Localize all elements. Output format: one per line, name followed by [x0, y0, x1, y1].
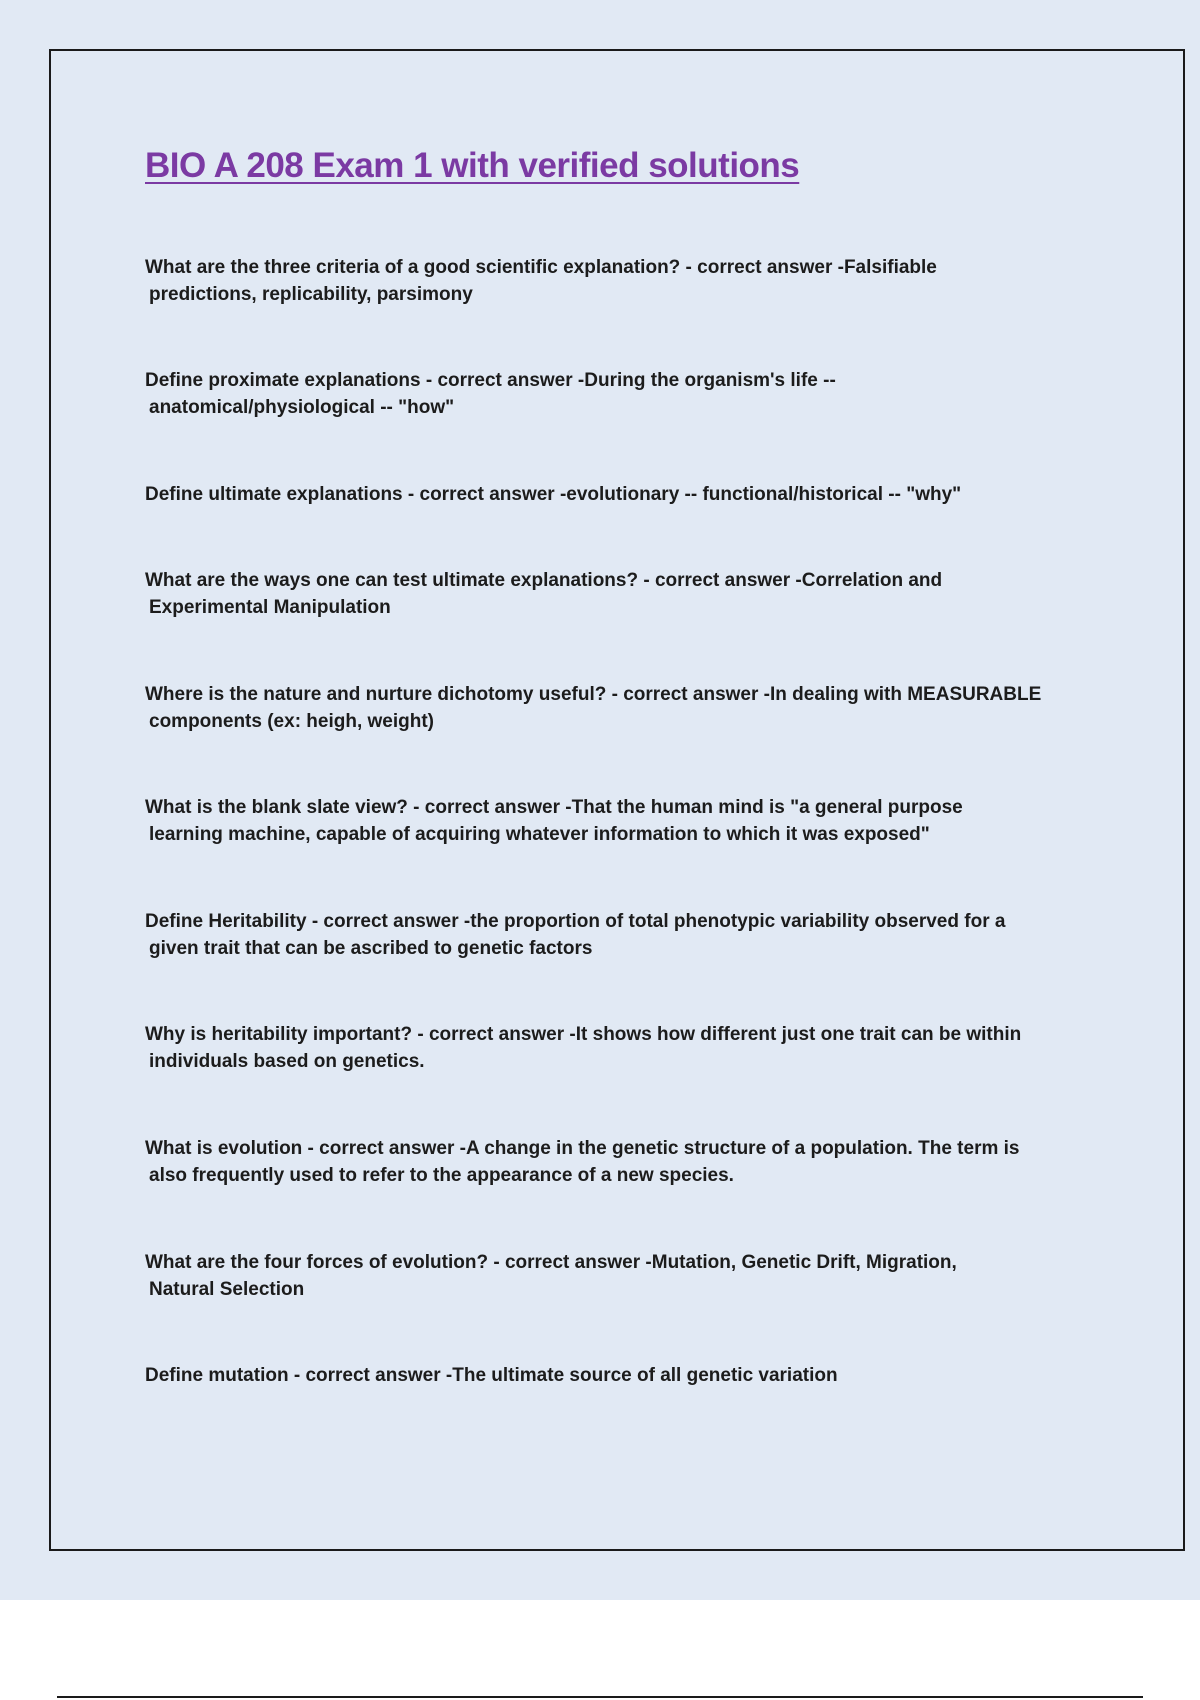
qa-line: What are the three criteria of a good scientific explanation? - correct answer -Falsifiable — [145, 257, 937, 278]
qa-item — [145, 1135, 1085, 1189]
qa-item — [145, 481, 1085, 508]
qa-line: also frequently used to refer to the appearance of a new species. — [149, 1165, 734, 1186]
qa-line: anatomical/physiological -- "how" — [149, 397, 455, 418]
qa-line: Define ultimate explanations - correct answer -evolutionary -- functional/historical -- "why" — [145, 484, 962, 505]
qa-line: Why is heritability important? - correct answer -It shows how different just one trait can be within — [145, 1024, 1022, 1045]
qa-line: Experimental Manipulation — [149, 597, 391, 618]
qa-line: What are the four forces of evolution? - correct answer -Mutation, Genetic Drift, Migration, — [145, 1252, 957, 1273]
footer-divider — [57, 1696, 1143, 1698]
qa-line: Define proximate explanations - correct answer -During the organism's life -- — [145, 370, 836, 391]
qa-item — [145, 681, 1085, 735]
qa-item — [145, 1021, 1085, 1075]
qa-line: given trait that can be ascribed to genetic factors — [149, 938, 593, 959]
qa-line: What are the ways one can test ultimate explanations? - correct answer -Correlation and — [145, 570, 943, 591]
qa-line: predictions, replicability, parsimony — [149, 284, 473, 305]
qa-item — [145, 1249, 1085, 1303]
qa-line: What is the blank slate view? - correct answer -That the human mind is "a general purpose — [145, 797, 963, 818]
qa-line: components (ex: heigh, weight) — [149, 711, 435, 732]
qa-item — [145, 794, 1085, 848]
qa-item — [145, 1362, 1085, 1389]
qa-line: What is evolution - correct answer -A change in the genetic structure of a population. The term is — [145, 1138, 1020, 1159]
qa-item — [145, 254, 1085, 308]
qa-line: Define Heritability - correct answer -the proportion of total phenotypic variability observed for a — [145, 911, 1006, 932]
qa-line: learning machine, capable of acquiring whatever information to which it was exposed" — [149, 824, 930, 845]
qa-item — [145, 908, 1085, 962]
qa-item — [145, 367, 1085, 421]
qa-item — [145, 567, 1085, 621]
qa-line: individuals based on genetics. — [149, 1051, 425, 1072]
qa-line: Where is the nature and nurture dichotomy useful? - correct answer -In dealing with MEASURABLE — [145, 684, 1042, 705]
document-title: BIO A 208 Exam 1 with verified solutions — [145, 146, 800, 185]
qa-line: Natural Selection — [149, 1279, 305, 1300]
qa-line: Define mutation - correct answer -The ultimate source of all genetic variation — [145, 1365, 838, 1386]
